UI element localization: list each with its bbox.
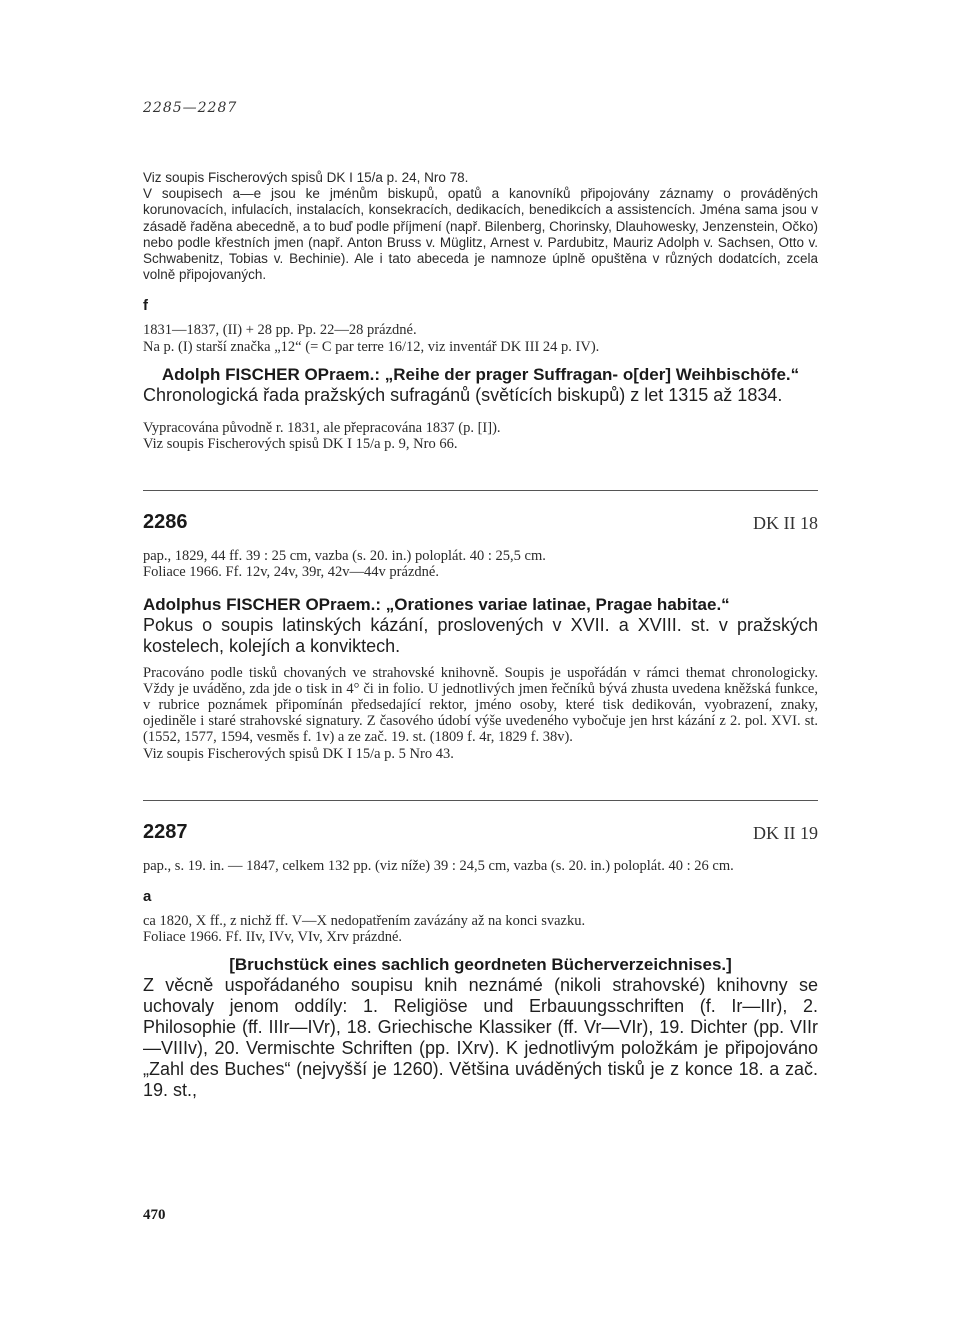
intro-paragraph: V soupisech a—e jsou ke jménům biskupů, opatů a kanovníků připojovány záznamy o prováděných korunovacích, infulacích, instalacích, konsekracích, dedikacích, benedikcích a assistencích. Jména sama jsou v zásadě řaděna abecedně, a to buď podle příjmení (např. Bilenberg, Chorinsky, Dlauhowesky, Jenzenstein, Očko) nebo podle křestních jmen (např. Anton Bruss v. Müglitz, Arnest v. Pardubitz, Mauriz Adolph v. Sachsen, Otto v. Schwabenitz, Tobias v. Bechinie). Ale i tato abeceda je namnoze úplně opuštěna v různých dodatcích, zcela volně připojovaných. <box>143 186 818 283</box>
entry-number: 2286 <box>143 511 188 534</box>
page-body <box>143 100 818 1101</box>
part-f-older-mark: Na p. (I) starší značka „12“ (= C par terre 16/12, viz inventář DK III 24 p. IV). <box>143 338 600 355</box>
part-f-reference: Viz soupis Fischerových spisů DK I 15/a p. 9, Nro 66. <box>143 436 458 453</box>
entry-2286-title: Adolphus FISCHER OPraem.: „Orationes variae latinae, Pragae habitae.“ <box>143 594 730 614</box>
entry-2287-summary: Z věcně uspořádaného soupisu knih neznámé (nikoli strahovské) knihovny se uchovaly jenom oddíly: 1. Religiöse und Erbauungsschriften (f. Ir—IIr), 2. Philosophie (ff. IIIr—IVr), 18. Griechische Klassiker (ff. Vr—VIr), 19. Dichter (pp. VIIr—VIIIv), 20. Vermischte Schriften (pp. IXrv). K jednotlivým položkám je připojováno „Zahl des Buches“ (nejvyšší je 1260). Většina uváděných tisků je z konce 18. a zač. 19. st., <box>143 975 818 1101</box>
entry-2286-foliation: Foliace 1966. Ff. 12v, 24v, 39r, 42v—44v prázdné. <box>143 564 439 581</box>
page-number: 470 <box>143 1207 166 1223</box>
divider <box>143 490 818 491</box>
entry-2286-note: Pracováno podle tisků chovaných ve strahovské knihovně. Soupis je uspořádán v rámci themat chronologicky. Vždy je uváděno, zda jde o tisk in 4° či in folio. U jednotlivých jmen řečníků bývá zhusta uvedena kněžská funkce, v rubrice poznámek připomínán předsedající rektor, jméno osoby, které tisk dedikován, vyobrazení, znaky, ojediněle i staré strahovské signatury. Z časového údobí výše uvedeného vybočuje jen hrst kázání z 2. pol. XVI. st. (1552, 1577, 1594, vesměs f. 1v) a ze zač. 19. st. (1809 f. 4r, 1829 f. 38v). <box>143 664 818 746</box>
entry-number: 2287 <box>143 820 188 843</box>
running-head: 2285—2287 <box>143 100 238 116</box>
shelf-mark: DK II 18 <box>753 513 818 534</box>
entry-2287-header <box>143 821 818 844</box>
entry-2287-part-physical: ca 1820, X ff., z nichž ff. V—X nedopatřením zavázány až na konci svazku. <box>143 913 586 930</box>
shelf-mark: DK II 19 <box>753 822 818 843</box>
intro-reference: Viz soupis Fischerových spisů DK I 15/a p. 24, Nro 78. <box>143 170 469 185</box>
entry-2287-part-foliation: Foliace 1966. Ff. IIv, IVv, VIv, Xrv prázdné. <box>143 929 403 946</box>
part-f-summary: Chronologická řada pražských sufragánů (světících biskupů) z let 1315 až 1834. <box>143 384 783 405</box>
divider <box>143 800 818 801</box>
entry-2286-reference: Viz soupis Fischerových spisů DK I 15/a p. 5 Nro 43. <box>143 745 454 762</box>
entry-2287-part-label: a <box>143 888 152 906</box>
entry-2286-header <box>143 511 818 534</box>
part-f-physical: 1831—1837, (II) + 28 pp. Pp. 22—28 prázdné. <box>143 322 417 339</box>
entry-2286-physical: pap., 1829, 44 ff. 39 : 25 cm, vazba (s. 20. in.) poloplát. 40 : 25,5 cm. <box>143 548 546 565</box>
entry-2287-physical: pap., s. 19. in. — 1847, celkem 132 pp. (viz níže) 39 : 24,5 cm, vazba (s. 20. in.) poloplát. 40 : 26 cm. <box>143 857 734 874</box>
entry-2286-summary: Pokus o soupis latinských kázání, proslovených v XVII. a XVIII. st. v pražských kostelech, kolejích a konviktech. <box>143 614 818 656</box>
entry-2287-title: [Bruchstück eines sachlich geordneten Bücherverzeichnises.] <box>229 955 732 975</box>
part-f-note: Vypracována původně r. 1831, ale přepracována 1837 (p. [I]). <box>143 419 501 436</box>
part-f-title: Adolph FISCHER OPraem.: „Reihe der prager Suffragan- o[der] Weihbischöfe.“ <box>161 364 800 384</box>
part-f-label: f <box>143 297 148 315</box>
